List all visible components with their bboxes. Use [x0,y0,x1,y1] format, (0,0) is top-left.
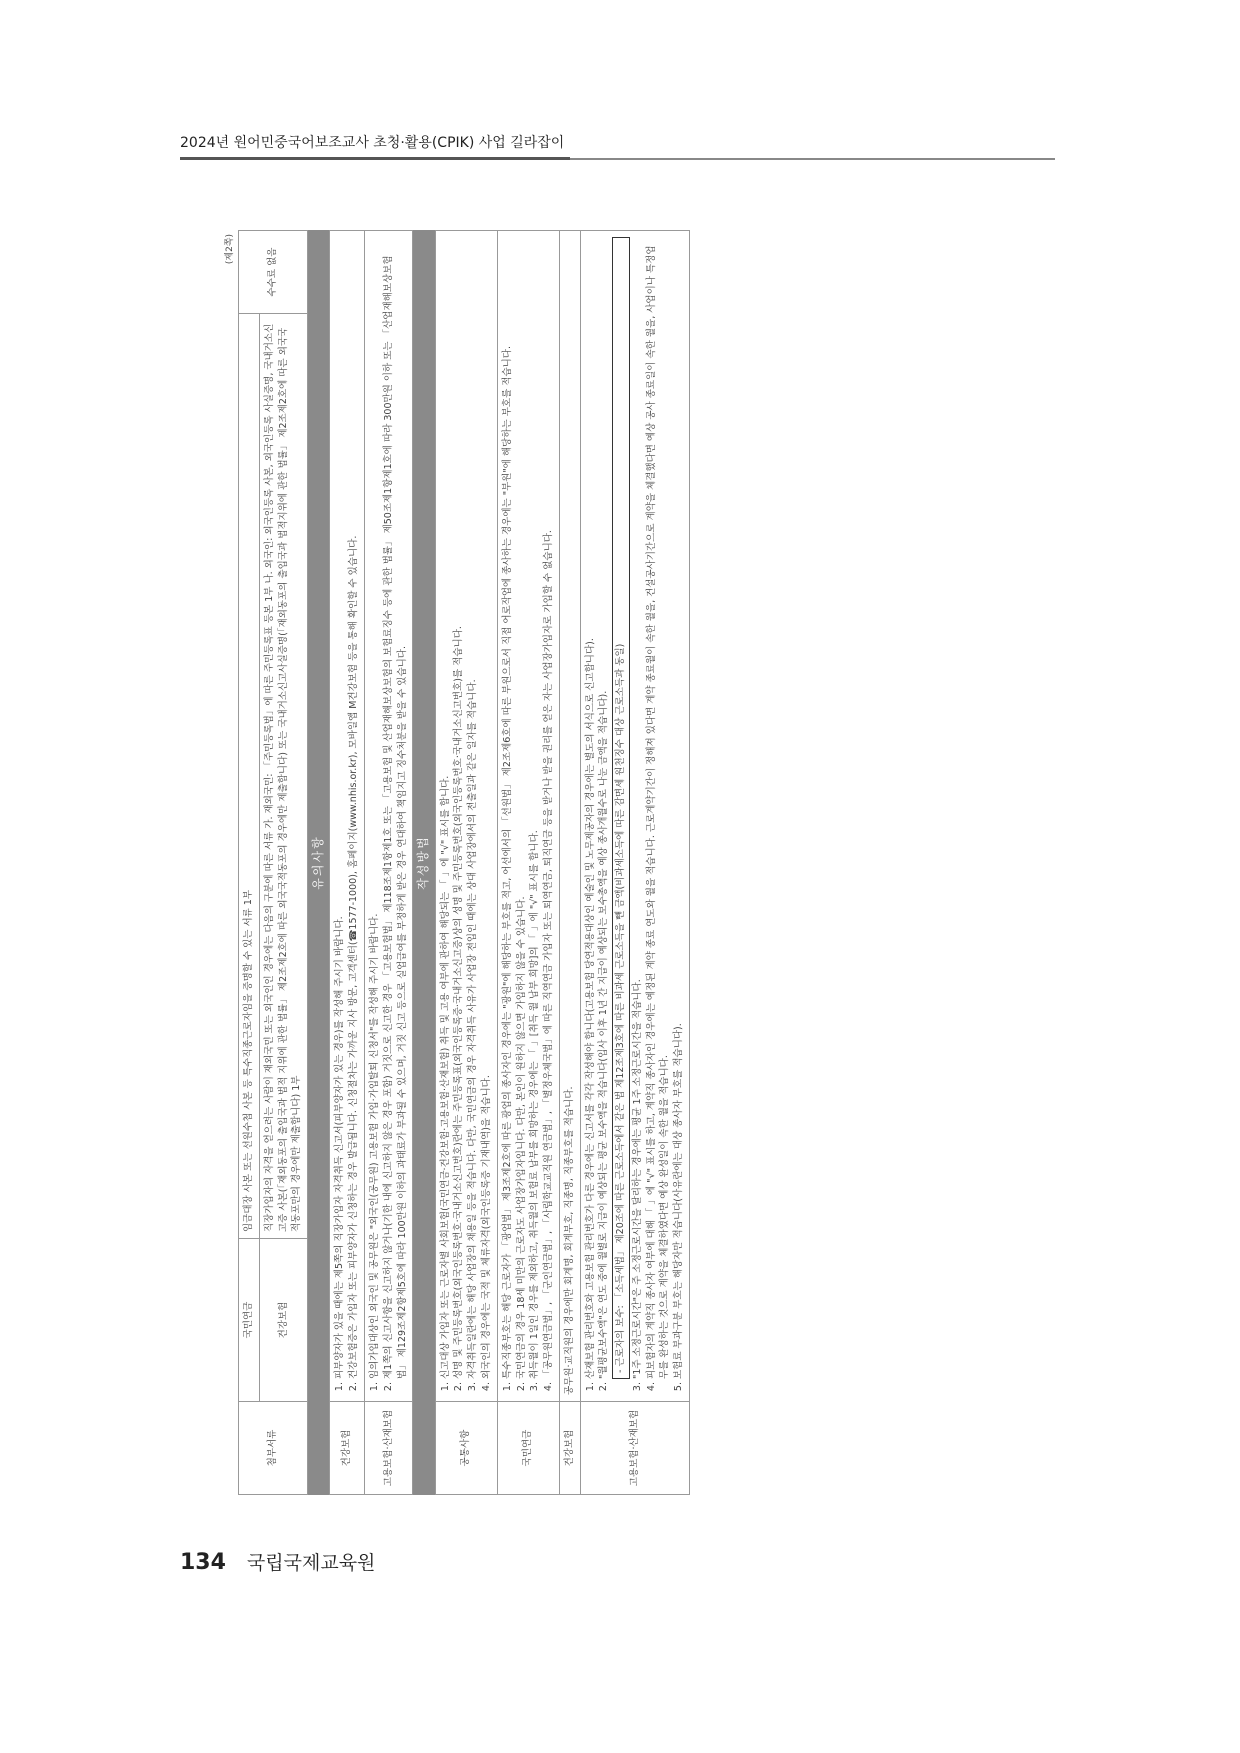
header-rule-accent [180,157,570,160]
fee-cell: 수수료 없음 [239,231,308,314]
notice-table [329,230,413,1495]
footer-org-name: 국립국제교육원 [246,1552,376,1574]
notice-health-item: 1. 피부양자가 있을 때에는 제5쪽의 직장가입자 자격취득 신고서(피부양자가 있는 경우)를 작성해 주시기 바랍니다. [333,237,347,1379]
common-label: 공통사항 [435,1402,497,1495]
attach-sub-pension: 국민연금 [239,1239,260,1402]
notice-health-label: 건강보험 [330,1402,365,1495]
common-item: 4. 외국인의 경우에는 국적 및 체류자격(외국인등록증 기재내역)을 적습니다. [480,237,494,1379]
notice-emp-label: 고용보험·산재보험 [364,1402,412,1495]
page-number: 134 [180,1550,226,1575]
method-row-health [559,231,580,1495]
common-item: 1. 신고대상 가입자 또는 근로자별 사회보험(국민연금·건강보험·고용보험·산재보험) 취득 및 고용 여부에 관하여 해당되는 「 」에 "√" 표시를 합니다. [439,237,453,1379]
emp-cell [580,231,689,1402]
emp-item-text: "월평균보수액"은 연도 중에 월별로 지급이 예상되는 평균 보수액을 적습니다(입사 이후 1년 간 지급이 예상되는 보수총액을 예상 종사개월수로 나눈 금액을 적습니다). [598,690,610,1379]
page-footer [180,1548,375,1575]
form-table-wrapper [238,230,690,1495]
pension-item: 3. 취득월이 1일인 경우를 제외하고, 취득월의 보험료 납부를 희망하는 경우에는 「 」[취득 월 납부 희망]의 「 」에 "√" 표시를 합니다. [528,237,542,1379]
health-cell: 공무원·교직원의 경우에만 회계명, 회계부호, 직종명, 직종부호를 적습니다. [559,231,580,1402]
emp-boxed-note: - 근로자의 보수: 「소득세법」 제20조에 따른 근로소득에서 같은 법 제12조제3호에 따른 비과세 근로소득을 뺀 금액(비과세소득에 따른 감면세 원천징수 대상 근로소득과 동일) [612,237,630,1379]
attach-text-pension: 임금대장 사본 또는 선원수첩 사본 등 특수직종근로자임을 증명할 수 있는 서류 1부 [239,314,260,1239]
method-table [435,230,690,1495]
notice-emp-item: 1. 임의가입대상인 외국인 및 공무원은 "외국인(공무원) 고용보험 가입·가입탈퇴 신청서"를 작성해 주시기 바랍니다. [368,237,382,1379]
notice-row-emp [364,231,412,1495]
pension-item: 1. 특수직종부호는 해당 근로자가 「광업법」 제3조제2호에 따른 광업의 종사자인 경우에는 "광원"에 해당하는 부호를 적고, 어선에서의 「선원법」 제2조제6호에 따른 부원으로서 직접 어로작업에 종사하는 경우에는 "부원"에 해당하는 부호를 적습니다. [501,237,515,1379]
method-row-common [435,231,497,1495]
form-sheet [220,230,1010,1495]
common-cell [435,231,497,1402]
attachments-table [238,230,308,1495]
health-label: 건강보험 [559,1402,580,1495]
notice-band: 유의사항 [308,230,329,1495]
attach-row-health [259,231,307,1495]
emp-item: 3. "1주 소정근로시간"은 주 소정근로시간을 달리하는 경우에는 평균 1주 소정근로시간을 적습니다. [631,237,645,1379]
emp-item: 5. 보험료 부과구분 부호는 해당자만 적습니다(사유란에는 대상 종사자 부호를 적습니다). [672,237,686,1379]
form-page-number: (제2쪽) [225,234,235,265]
rotated-form-page [220,230,1010,1495]
emp-item [597,237,630,1379]
notice-health-cell [330,231,365,1402]
notice-health-item: 2. 건강보험증은 가입자 또는 피부양자가 신청하는 경우 발급됩니다. 신청절차는 가까운 지사 방문, 고객센터(☎1577-1000), 홈페이지(www.nhis.or.kr), 모바일앱 M건강보험 등을 통해 확인할 수 있습니다. [347,237,361,1379]
pension-item: 2. 국민연금의 경우 18세 미만의 근로자도 사업장가입자입니다. 다만, 본인이 원하지 않으면 가입하지 않을 수 있습니다. [515,237,529,1379]
notice-row-health [330,231,365,1495]
pension-cell [497,231,559,1402]
common-item: 3. 자격취득일란에는 해당 사업장의 채용일 등을 적습니다. 다만, 국민연금의 경우 자격취득 사유가 사업장 전입인 때에는 상대 사업장에서의 전출일과 같은 일자를 적습니다. [466,237,480,1379]
pension-label: 국민연금 [497,1402,559,1495]
notice-emp-item: 2. 제1쪽의 신고사항을 신고하지 않거나(기한 내에 신고하지 않은 경우 포함) 거짓으로 신고한 경우 「고용보험법」 제118조제1항제1호 또는 「고용보험 및 산업재해보상보험의 보험료징수 등에 관한 법률」 제50조제1항제1호에 따라 300만원 이하 또는 「산업재해보상보험법」 제129조제2항제5호에 따라 100만원 이하의 과태료가 부과될 수 있으며, 거짓 신고 등으로 실업급여를 부정하게 받은 경우 연대하여 책임지고 징수처분을 받을 수 있습니다. [382,237,410,1379]
emp-item: 1. 산재보험 관리번호와 고용보험 관리번호가 다른 경우에는 신고서를 각각 작성해야 합니다(고용보험 당연적용대상인 예술인 및 노무제공자의 경우에는 별도의 서식으로 신고합니다). [584,237,598,1379]
method-row-emp [580,231,689,1495]
attach-row-pension [239,231,260,1495]
notice-emp-cell [364,231,412,1402]
emp-item: 4. 피보험자의 계약직 종사자 여부에 대해 「 」에 "√" 표시를 하고, 계약직 종사자인 경우에는 예정된 계약 종료 연도와 월을 적습니다. 근로계약기간이 정해져 있다면 계약 종료월이 속한 월을, 건설공사기간으로 계약을 체결했다면 예상 공사 종료일이 속한 월을, 사업이나 특정업무를 완성하는 것으로 계약을 체결하였다면 예상 완성일이 속한 월을 적습니다. [645,237,673,1379]
method-row-pension [497,231,559,1495]
common-item: 2. 성명 및 주민등록번호(외국인등록번호·국내거소신고번호)란에는 주민등록표(외국인등록증·국내거소신고증)상의 성명 및 주민등록번호(외국인등록번호·국내거소신고번호)를 적습니다. [452,237,466,1379]
attach-sub-health: 건강보험 [259,1239,307,1402]
attach-label: 첨부서류 [239,1402,308,1495]
method-band: 작성방법 [413,230,434,1495]
pension-item: 4. 「공무원연금법」, 「군인연금법」, 「사립학교교직원 연금법」, 「별정우체국법」에 따른 직역연금 가입자 또는 퇴역연금, 퇴직연금 등을 받거나 받을 권리를 얻은 자는 사업장가입자로 가입할 수 없습니다. [542,237,556,1379]
running-header-title: 2024년 원어민중국어보조교사 초청·활용(CPIK) 사업 길라잡이 [180,135,565,151]
emp-label: 고용보험·산재보험 [580,1402,689,1495]
attach-text-health: 직장가입자의 자격을 얻으려는 사람이 재외국민 또는 외국인인 경우에는 다음의 구분에 따른 서류 가. 재외국민: 「주민등록법」에 따른 주민등록표 등본 1부 나. 외국인: 외국인등록 사본, 외국인등록 사실증명, 국내거소신고증 사본(「재외동포의 출입국과 법적 지위에 관한 법률」 제2조제2호에 따른 외국국적동포의 경우에만 제출합니다) 또는 국내거소신고사실증명(「재외동포의 출입국과 법적지위에 관한 법률」 제2조제2호에 따른 외국국적동포만의 경우에만 제출합니다) 1부 [259,314,307,1239]
